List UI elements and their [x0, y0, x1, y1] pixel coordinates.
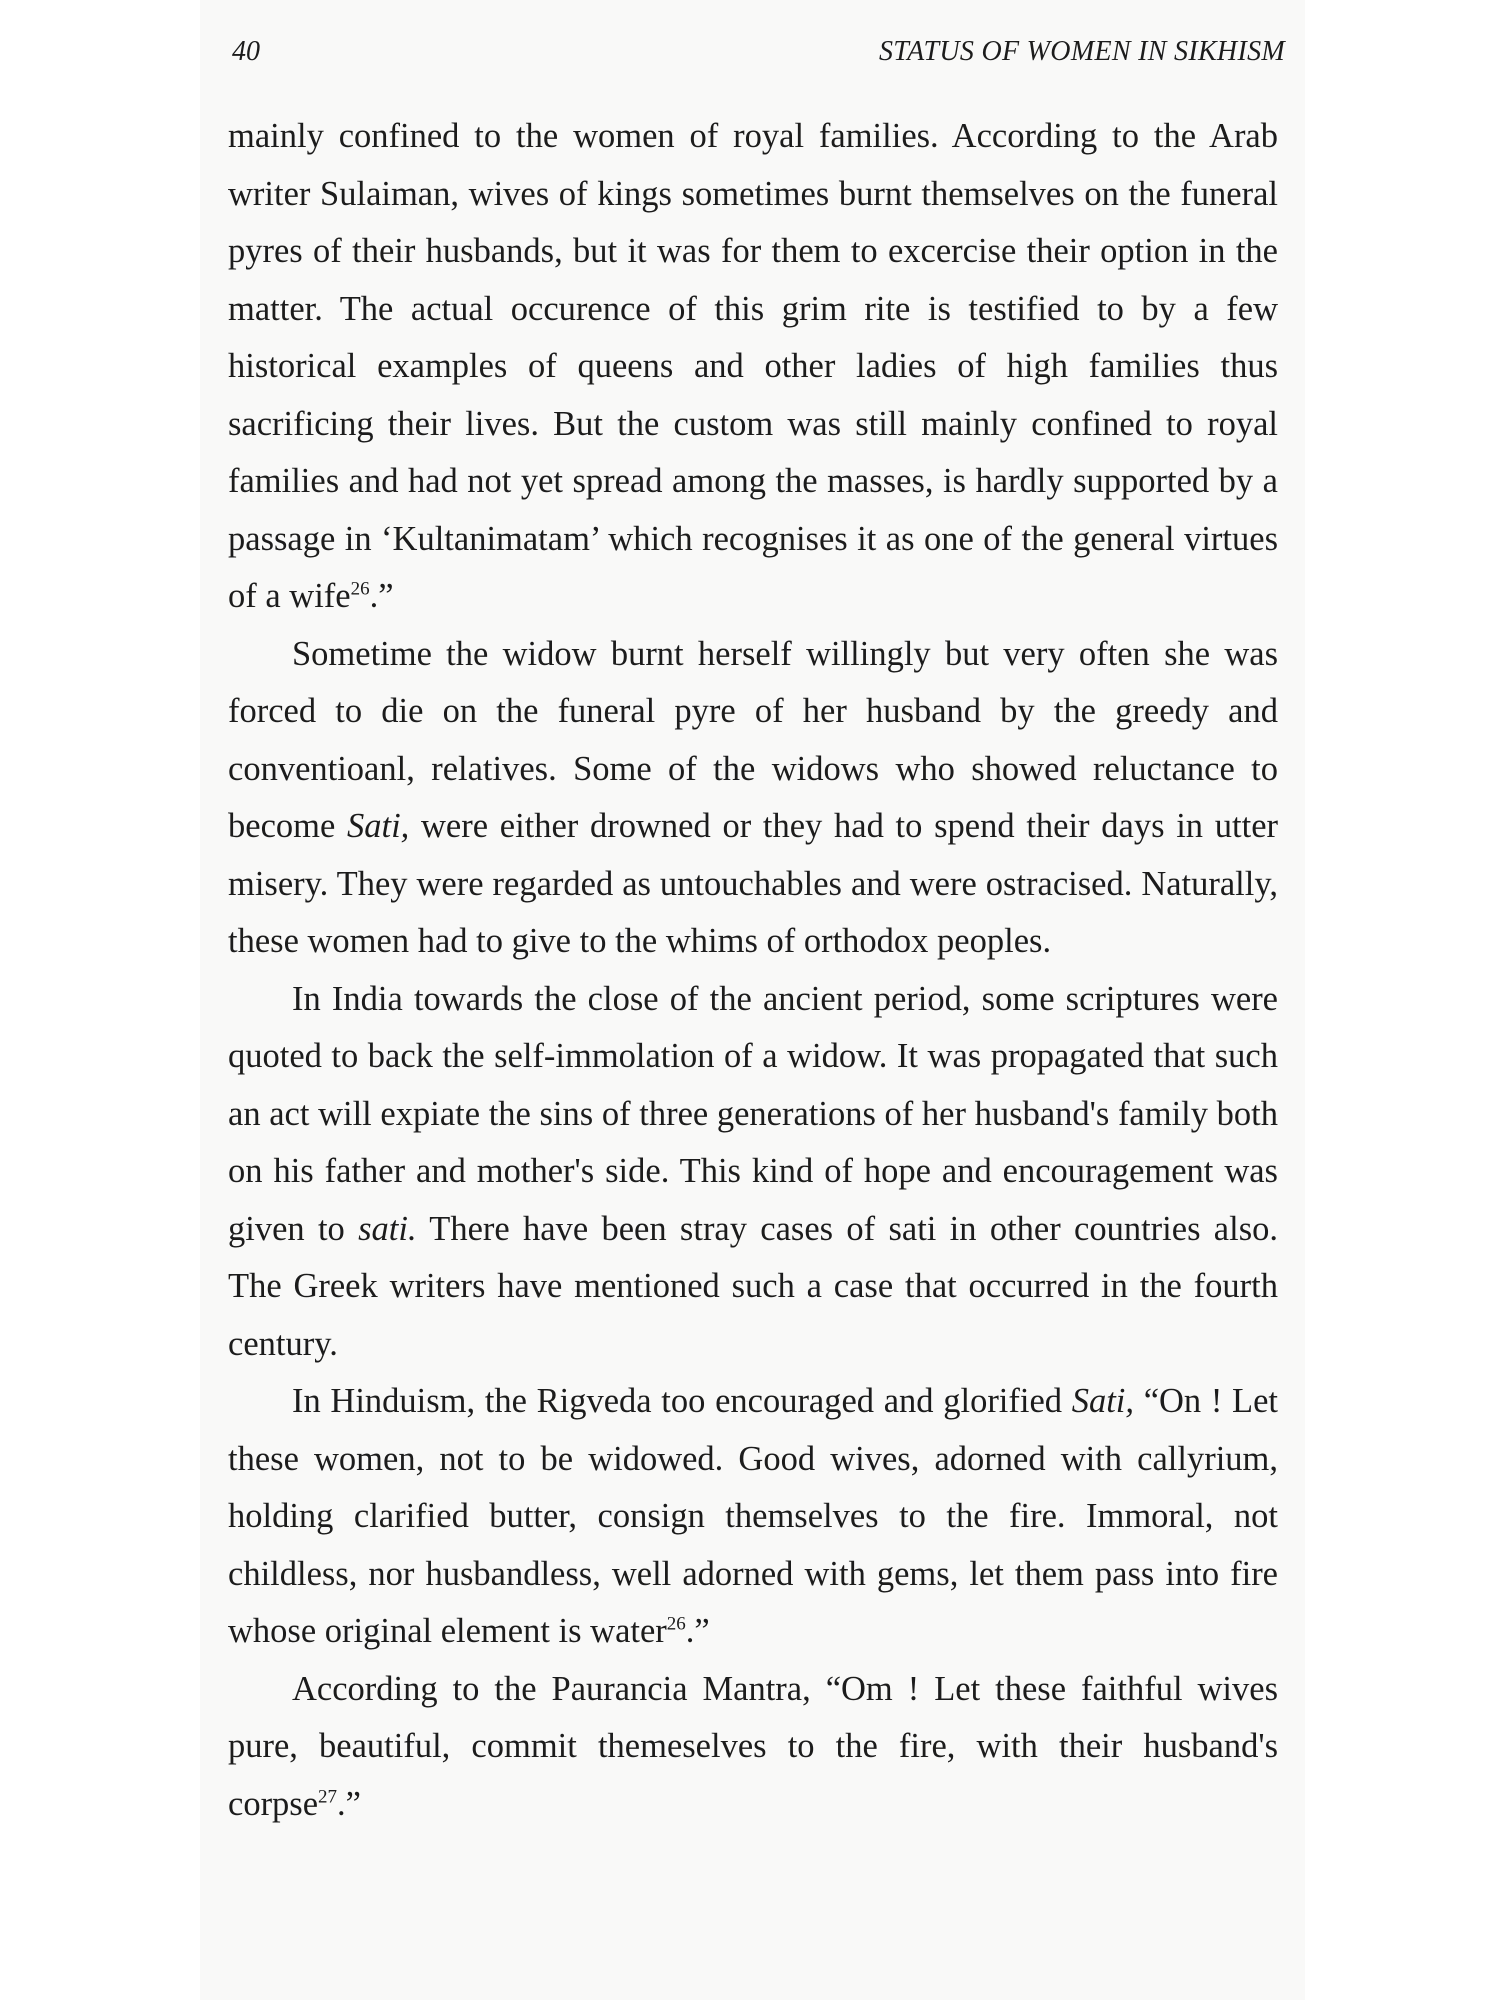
- paragraph-4: [228, 1373, 1278, 1661]
- paragraph-5-text: According to the Paurancia Mantra, “Om ! Let these faithful wives pure, beautiful, commit themeselves to the fire, with their husband's corpse: [228, 1669, 1278, 1823]
- footnote-ref-26: 26: [350, 578, 370, 600]
- footnote-ref-27: 27: [318, 1786, 338, 1807]
- paragraph-2-text-a: Sometime the widow burnt herself willingly but very often she was forced to die on the funeral pyre of her husband by the greedy and conventioanl, relatives. Some of the widows who showed reluctance to become: [228, 634, 1278, 845]
- paragraph-3: [228, 971, 1278, 1374]
- paragraph-4-text-a: In Hinduism, the Rigveda too encouraged and glorified: [292, 1382, 1072, 1420]
- footnote-ref-26-second: 26: [666, 1613, 686, 1635]
- paragraph-3-text-a: In India towards the close of the ancient period, some scriptures were quoted to back the self-immolation of a widow. It was propagated that such an act will expiate the sins of three generations of her husband's family both on his father and mother's side. This kind of hope and encouragement was given to: [228, 979, 1278, 1248]
- paragraph-3-italic-sati: sati.: [358, 1209, 417, 1248]
- body-text: [228, 108, 1278, 1833]
- paragraph-5-end: .”: [337, 1784, 361, 1823]
- paragraph-4-text-b: “On ! Let these women, not to be widowed. Good wives, adorned with callyrium, holding clarified butter, consign themselves to the fire. Immoral, not childless, nor husbandless, well adorned with gems, let them pass into fire whose original element is water: [228, 1382, 1278, 1650]
- paragraph-1: [228, 108, 1278, 626]
- paragraph-1-end: .”: [369, 577, 394, 615]
- paragraph-2: [228, 626, 1278, 971]
- paragraph-4-italic-sati: Sati,: [1071, 1382, 1135, 1420]
- page-number: 40: [232, 36, 260, 67]
- paragraph-4-end: .”: [685, 1612, 710, 1650]
- paragraph-2-text-b: were either drowned or they had to spend their days in utter misery. They were regarded as untouchables and were ostracised. Naturally, these women had to give to the whims of orthodox peoples.: [228, 807, 1278, 960]
- book-page: [200, 0, 1305, 2000]
- running-header: [232, 36, 1285, 76]
- running-title: STATUS OF WOMEN IN SIKHISM: [879, 36, 1285, 67]
- paragraph-5: [228, 1661, 1278, 1834]
- paragraph-2-italic-sati: Sati,: [347, 807, 410, 845]
- paragraph-1-text: mainly confined to the women of royal families. According to the Arab writer Sulaiman, wives of kings sometimes burnt themselves on the funeral pyres of their husbands, but it was for them to excercise their option in the matter. The actual occurence of this grim rite is testified to by a few historical examples of queens and other ladies of high families thus sacrificing their lives. But the custom was still mainly confined to royal families and had not yet spread among the masses, is hardly supported by a passage in ‘Kultanimatam’ which recognises it as one of the general virtues of a wife: [228, 117, 1278, 615]
- paragraph-3-text-b: There have been stray cases of sati in other countries also. The Greek writers have mentioned such a case that occurred in the fourth century.: [228, 1209, 1279, 1363]
